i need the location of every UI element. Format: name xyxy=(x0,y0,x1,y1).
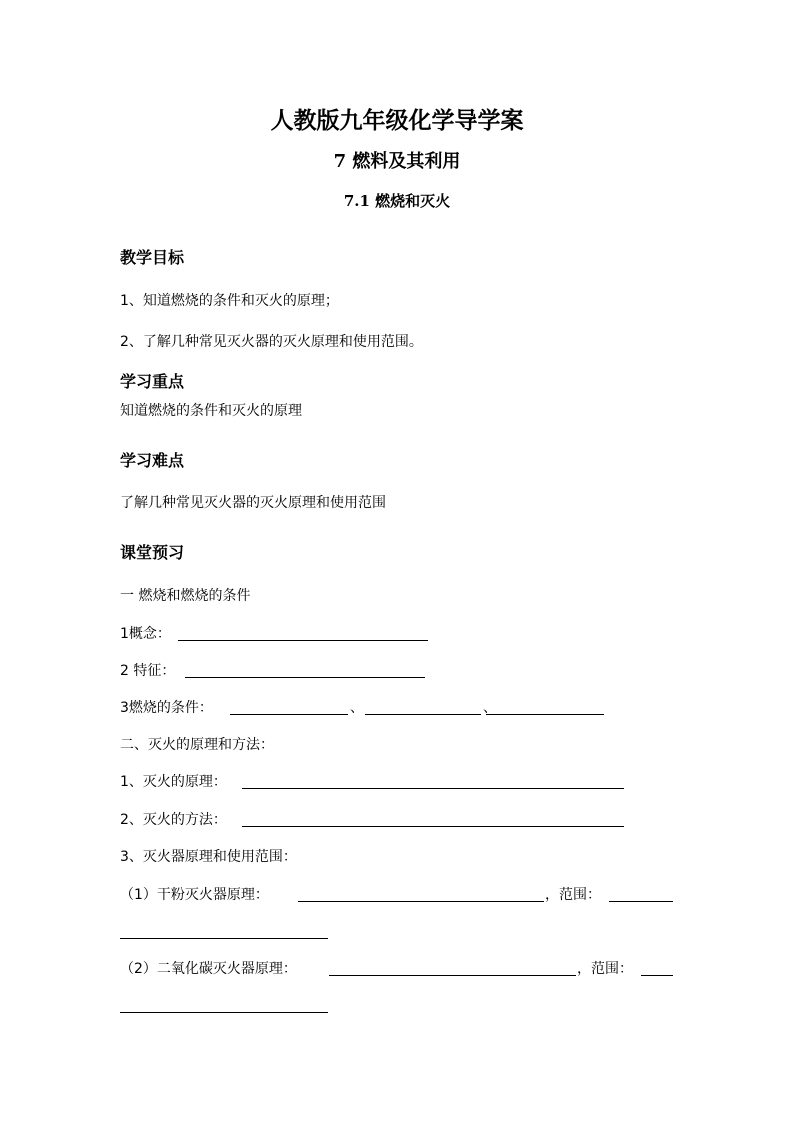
condition-blank-3[interactable] xyxy=(486,714,604,715)
principle-label: 1、灭火的原理： xyxy=(120,774,227,790)
preview-heading: 课堂预习 xyxy=(120,543,185,562)
feature-label: 2 特征： xyxy=(120,663,176,679)
condition-separator-2: 、 xyxy=(483,700,497,716)
dry-powder-range-blank[interactable] xyxy=(609,901,673,902)
method-label: 2、灭火的方法： xyxy=(120,812,227,828)
co2-range-label: ，范围： xyxy=(577,961,633,977)
key-points-text: 知道燃烧的条件和灭火的原理 xyxy=(120,403,302,419)
condition-separator-1: 、 xyxy=(350,700,364,716)
co2-label: （2）二氧化碳灭火器原理： xyxy=(120,961,297,977)
co2-principle-blank[interactable] xyxy=(329,975,576,976)
co2-range-blank[interactable] xyxy=(641,975,673,976)
dry-powder-principle-blank[interactable] xyxy=(298,901,544,902)
dry-powder-label: （1）干粉灭火器原理： xyxy=(120,887,269,903)
principle-blank[interactable] xyxy=(242,788,624,789)
page-title: 人教版九年级化学导学案 xyxy=(270,107,524,134)
feature-blank[interactable] xyxy=(185,677,425,678)
key-points-heading: 学习重点 xyxy=(120,372,185,391)
condition-blank-1[interactable] xyxy=(230,714,348,715)
concept-blank[interactable] xyxy=(178,640,428,641)
method-blank[interactable] xyxy=(242,826,624,827)
condition-blank-2[interactable] xyxy=(365,714,481,715)
difficulties-text: 了解几种常见灭火器的灭火原理和使用范围 xyxy=(120,495,386,511)
conditions-label: 3燃烧的条件： xyxy=(120,700,213,716)
dry-powder-range-blank-cont[interactable] xyxy=(120,938,328,939)
chapter-title: 7 燃料及其利用 xyxy=(333,151,461,172)
objectives-heading: 教学目标 xyxy=(120,248,185,267)
part1-title: 一 燃烧和燃烧的条件 xyxy=(120,588,251,604)
section-title: 7.1 燃烧和灭火 xyxy=(343,192,451,210)
objective-item-2: 2、了解几种常见灭火器的灭火原理和使用范围。 xyxy=(120,334,423,350)
difficulties-heading: 学习难点 xyxy=(120,451,185,470)
concept-label: 1概念： xyxy=(120,626,171,642)
co2-range-blank-cont[interactable] xyxy=(120,1012,328,1013)
part2-title: 二、灭火的原理和方法： xyxy=(120,737,274,753)
extinguisher-label: 3、灭火器原理和使用范围： xyxy=(120,849,297,865)
objective-item-1: 1、知道燃烧的条件和灭火的原理； xyxy=(120,293,339,309)
dry-powder-range-label: ，范围： xyxy=(545,887,601,903)
